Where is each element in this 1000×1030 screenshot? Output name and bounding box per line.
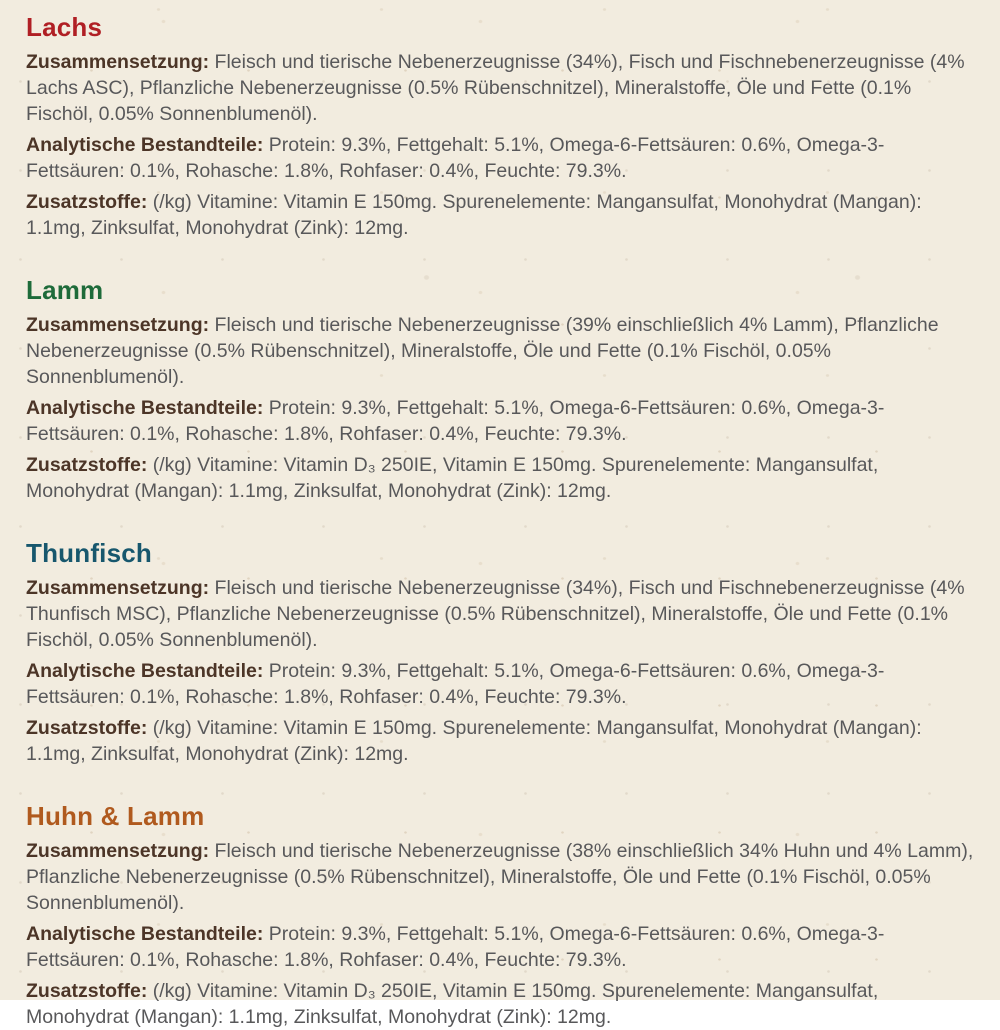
paragraph-text: Fleisch und tierische Nebenerzeugnisse (38% einschließlich 34% Huhn und 4% Lamm), Pflanzliche Nebenerzeugnisse (0.5% Rübenschnitzel), Mineralstoffe, Öle und Fette (0.1% Fischöl, 0.05% Sonnenblumenöl). (26, 840, 974, 914)
analytische-bestandteile-paragraph (26, 132, 974, 184)
paragraph-label: Analytische Bestandteile: (26, 923, 264, 945)
paragraph-label: Analytische Bestandteile: (26, 134, 264, 156)
paragraph-text: Protein: 9.3%, Fettgehalt: 5.1%, Omega-6-Fettsäuren: 0.6%, Omega-3-Fettsäuren: 0.1%, Rohasche: 1.8%, Rohfaser: 0.4%, Feuchte: 79.3%. (26, 397, 885, 445)
paragraph-label: Analytische Bestandteile: (26, 660, 264, 682)
zusatzstoffe-paragraph (26, 189, 974, 241)
paragraph-label: Zusatzstoffe: (26, 980, 148, 1002)
section-title-thunfisch: Thunfisch (26, 538, 153, 568)
analytische-bestandteile-paragraph (26, 395, 974, 447)
paragraph-text: (/kg) Vitamine: Vitamin D₃ 250IE, Vitamin E 150mg. Spurenelemente: Mangansulfat, Monohydrat (Mangan): 1.1mg, Zinksulfat, Monohydrat (Zink): 12mg. (26, 454, 879, 502)
zusatzstoffe-paragraph (26, 978, 974, 1030)
paragraph-text: Protein: 9.3%, Fettgehalt: 5.1%, Omega-6-Fettsäuren: 0.6%, Omega-3-Fettsäuren: 0.1%, Rohasche: 1.8%, Rohfaser: 0.4%, Feuchte: 79.3%. (26, 923, 885, 971)
paragraph-label: Zusatzstoffe: (26, 454, 148, 476)
section-title-lamm: Lamm (26, 275, 104, 305)
section-thunfisch (26, 538, 974, 767)
section-huhn-lamm (26, 801, 974, 1030)
paragraph-label: Zusammensetzung: (26, 577, 210, 599)
paragraph-text: Protein: 9.3%, Fettgehalt: 5.1%, Omega-6-Fettsäuren: 0.6%, Omega-3-Fettsäuren: 0.1%, Rohasche: 1.8%, Rohfaser: 0.4%, Feuchte: 79.3%. (26, 134, 885, 182)
paragraph-text: Fleisch und tierische Nebenerzeugnisse (34%), Fisch und Fischnebenerzeugnisse (4% Thunfisch MSC), Pflanzliche Nebenerzeugnisse (0.5% Rübenschnitzel), Mineralstoffe, Öle und Fette (0.1% Fischöl, 0.05% Sonnenblumenöl). (26, 577, 965, 651)
zusatzstoffe-paragraph (26, 715, 974, 767)
paragraph-text: (/kg) Vitamine: Vitamin E 150mg. Spurenelemente: Mangansulfat, Monohydrat (Mangan): 1.1mg, Zinksulfat, Monohydrat (Zink): 12mg. (26, 717, 922, 765)
paragraph-text: Fleisch und tierische Nebenerzeugnisse (34%), Fisch und Fischnebenerzeugnisse (4% Lachs ASC), Pflanzliche Nebenerzeugnisse (0.5% Rübenschnitzel), Mineralstoffe, Öle und Fette (0.1% Fischöl, 0.05% Sonnenblumenöl). (26, 51, 965, 125)
section-lachs (26, 12, 974, 241)
zusammensetzung-paragraph (26, 575, 974, 653)
section-lamm (26, 275, 974, 504)
zusammensetzung-paragraph (26, 312, 974, 390)
paragraph-label: Analytische Bestandteile: (26, 397, 264, 419)
paragraph-text: (/kg) Vitamine: Vitamin E 150mg. Spurenelemente: Mangansulfat, Monohydrat (Mangan): 1.1mg, Zinksulfat, Monohydrat (Zink): 12mg. (26, 191, 922, 239)
section-title-lachs: Lachs (26, 12, 103, 42)
paragraph-label: Zusammensetzung: (26, 840, 210, 862)
paragraph-label: Zusatzstoffe: (26, 191, 148, 213)
paragraph-label: Zusammensetzung: (26, 314, 210, 336)
analytische-bestandteile-paragraph (26, 658, 974, 710)
analytische-bestandteile-paragraph (26, 921, 974, 973)
paragraph-text: (/kg) Vitamine: Vitamin D₃ 250IE, Vitamin E 150mg. Spurenelemente: Mangansulfat, Monohydrat (Mangan): 1.1mg, Zinksulfat, Monohydrat (Zink): 12mg. (26, 980, 879, 1028)
section-title-huhn-lamm: Huhn & Lamm (26, 801, 205, 831)
paragraph-label: Zusatzstoffe: (26, 717, 148, 739)
zusammensetzung-paragraph (26, 838, 974, 916)
zusatzstoffe-paragraph (26, 452, 974, 504)
paragraph-text: Fleisch und tierische Nebenerzeugnisse (39% einschließlich 4% Lamm), Pflanzliche Nebenerzeugnisse (0.5% Rübenschnitzel), Mineralstoffe, Öle und Fette (0.1% Fischöl, 0.05% Sonnenblumenöl). (26, 314, 939, 388)
paragraph-label: Zusammensetzung: (26, 51, 210, 73)
zusammensetzung-paragraph (26, 49, 974, 127)
paragraph-text: Protein: 9.3%, Fettgehalt: 5.1%, Omega-6-Fettsäuren: 0.6%, Omega-3-Fettsäuren: 0.1%, Rohasche: 1.8%, Rohfaser: 0.4%, Feuchte: 79.3%. (26, 660, 885, 708)
